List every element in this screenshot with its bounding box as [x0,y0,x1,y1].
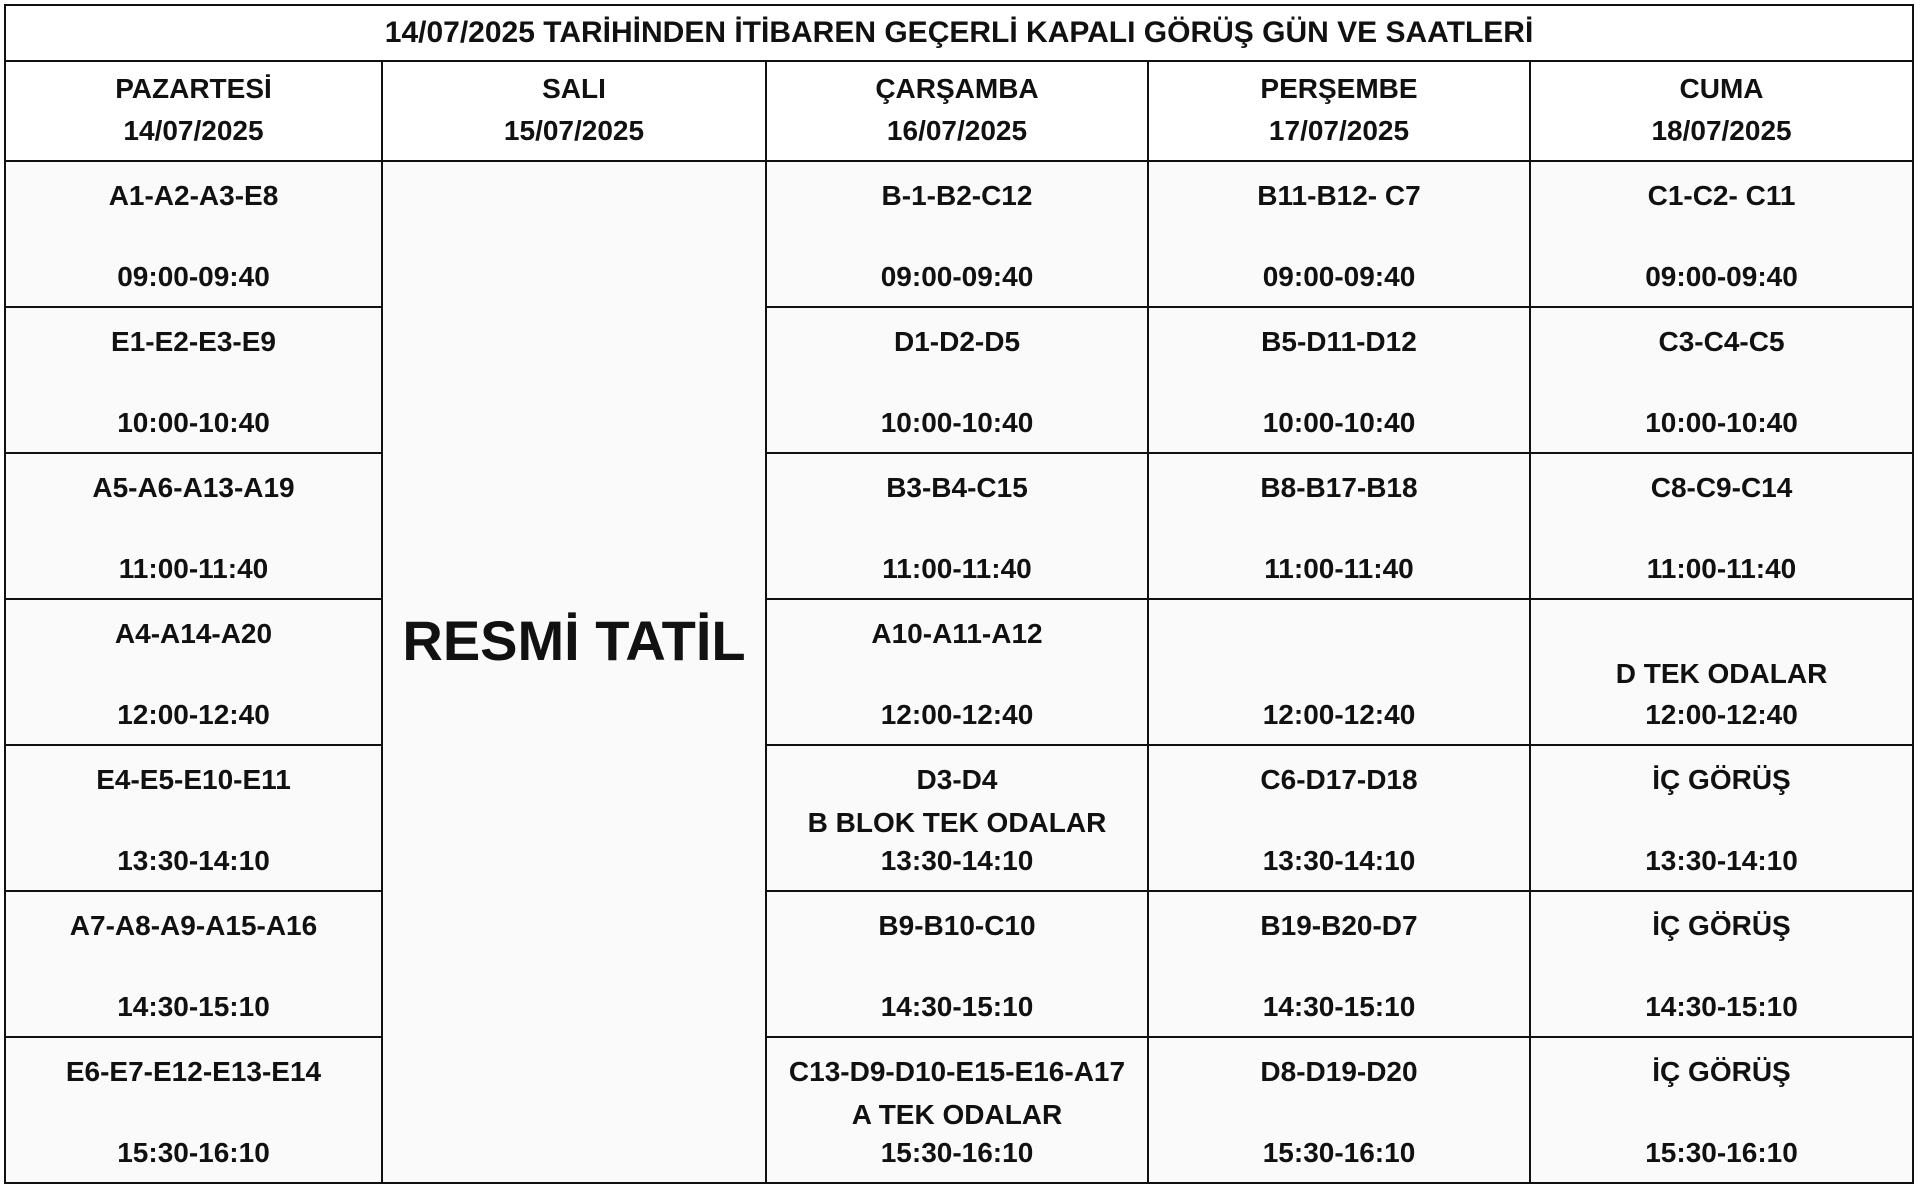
slot-time: 15:30-16:10 [1645,1137,1798,1168]
slot-time: 10:00-10:40 [1262,407,1416,438]
slot-time: 10:00-10:40 [880,407,1034,438]
slot-groups: C13-D9-D10-E15-E16-A17 [788,1056,1126,1087]
slot-groups: C3-C4-C5 [1658,326,1785,357]
slot-thursday [1148,599,1530,745]
day-header-monday [5,61,382,161]
slot-friday [1530,453,1913,599]
slot-thursday [1148,1037,1530,1183]
slot-subtitle: A TEK ODALAR [851,1099,1063,1130]
slot-wednesday [766,599,1148,745]
slot-wednesday [766,161,1148,307]
slot-groups: B8-B17-B18 [1260,472,1418,503]
slot-groups: İÇ GÖRÜŞ [1652,910,1791,941]
slot-time: 11:00-11:40 [1264,553,1414,584]
slot-groups: D1-D2-D5 [893,326,1021,357]
day-date: 15/07/2025 [503,115,645,146]
slot-groups: İÇ GÖRÜŞ [1652,764,1791,795]
slot-thursday [1148,745,1530,891]
slot-time: 09:00-09:40 [117,261,270,292]
slot-thursday [1148,453,1530,599]
slot-time: 14:30-15:10 [117,991,270,1022]
slot-friday [1530,891,1913,1037]
slot-groups: D TEK ODALAR [1615,658,1828,689]
slot-time: 11:00-11:40 [1646,553,1797,584]
slot-subtitle: B BLOK TEK ODALAR [807,807,1107,838]
slot-time: 12:00-12:40 [1645,699,1798,730]
slot-wednesday [766,453,1148,599]
slot-groups: A10-A11-A12 [871,618,1043,649]
slot-wednesday [766,891,1148,1037]
slot-time: 11:00-11:40 [882,553,1032,584]
day-header-wednesday [766,61,1148,161]
time-slot-row [5,307,1913,453]
slot-groups: A1-A2-A3-E8 [108,180,279,211]
slot-time: 09:00-09:40 [1645,261,1798,292]
day-date: 18/07/2025 [1651,115,1792,146]
day-name: SALI [542,73,606,104]
time-slot-row [5,1037,1913,1183]
slot-time: 14:30-15:10 [880,991,1034,1022]
slot-time: 10:00-10:40 [117,407,270,438]
slot-time: 15:30-16:10 [117,1137,270,1168]
slot-wednesday [766,745,1148,891]
day-header-row [5,61,1913,161]
slot-groups: A5-A6-A13-A19 [92,472,295,503]
slot-monday [5,307,382,453]
day-name: PAZARTESİ [115,73,272,104]
slot-time: 13:30-14:10 [1262,845,1416,876]
slot-friday [1530,161,1913,307]
day-header-friday [1530,61,1913,161]
slot-thursday [1148,161,1530,307]
slot-time: 14:30-15:10 [1262,991,1416,1022]
slot-time: 09:00-09:40 [1262,261,1416,292]
slot-groups: C8-C9-C14 [1650,472,1793,503]
slot-thursday [1148,307,1530,453]
slot-groups: D3-D4 [916,764,998,795]
slot-groups: E4-E5-E10-E11 [96,764,291,795]
slot-time: 12:00-12:40 [1262,699,1416,730]
slot-groups: E1-E2-E3-E9 [111,326,276,357]
slot-time: 12:00-12:40 [117,699,270,730]
slot-time: 13:30-14:10 [117,845,270,876]
slot-wednesday [766,1037,1148,1183]
slot-time: 14:30-15:10 [1645,991,1798,1022]
day-name: PERŞEMBE [1260,73,1418,104]
slot-groups: B3-B4-C15 [886,472,1028,503]
slot-monday [5,1037,382,1183]
slot-time: 15:30-16:10 [880,1137,1034,1168]
slot-groups: C6-D17-D18 [1260,764,1418,795]
visiting-schedule-document [4,4,1912,1168]
slot-time: 15:30-16:10 [1262,1137,1416,1168]
slot-monday [5,453,382,599]
day-date: 17/07/2025 [1268,115,1410,146]
slot-groups: İÇ GÖRÜŞ [1652,1056,1791,1087]
holiday-label: RESMİ TATİL [402,608,746,672]
slot-monday [5,599,382,745]
time-slot-row [5,161,1913,307]
slot-time: 09:00-09:40 [880,261,1034,292]
slot-time: 13:30-14:10 [880,845,1034,876]
day-date: 14/07/2025 [123,115,264,146]
slot-groups: A4-A14-A20 [114,618,273,649]
slot-groups: B5-D11-D12 [1261,326,1417,357]
slot-groups: B11-B12- C7 [1257,180,1421,211]
day-name: ÇARŞAMBA [875,73,1039,104]
day-name: CUMA [1679,73,1764,104]
slot-friday [1530,745,1913,891]
time-slot-row [5,891,1913,1037]
slot-time: 11:00-11:40 [118,553,269,584]
day-header-thursday [1148,61,1530,161]
slot-monday [5,745,382,891]
schedule-title: 14/07/2025 TARİHİNDEN İTİBAREN GEÇERLİ KAPALI GÖRÜŞ GÜN VE SAATLERİ [5,5,1913,61]
slot-monday [5,161,382,307]
slot-groups [1149,600,1529,612]
time-slot-row [5,599,1913,745]
time-slot-row [5,745,1913,891]
day-date: 16/07/2025 [886,115,1028,146]
slot-friday [1530,1037,1913,1183]
slot-groups: D8-D19-D20 [1260,1056,1418,1087]
schedule-table [4,4,1914,1184]
slot-thursday [1148,891,1530,1037]
slot-time: 10:00-10:40 [1645,407,1798,438]
slot-groups: C1-C2- C11 [1647,180,1796,211]
slot-friday [1530,307,1913,453]
slot-groups: B-1-B2-C12 [881,180,1033,211]
slot-groups: A7-A8-A9-A15-A16 [69,910,318,941]
slot-friday [1530,599,1913,745]
holiday-cell-tuesday [382,161,766,1183]
time-slot-row [5,453,1913,599]
slot-time: 12:00-12:40 [880,699,1034,730]
slot-time: 13:30-14:10 [1645,845,1798,876]
slot-groups: B19-B20-D7 [1260,910,1418,941]
day-header-tuesday [382,61,766,161]
slot-wednesday [766,307,1148,453]
slot-monday [5,891,382,1037]
slot-groups: E6-E7-E12-E13-E14 [65,1056,322,1087]
slot-groups: B9-B10-C10 [878,910,1036,941]
